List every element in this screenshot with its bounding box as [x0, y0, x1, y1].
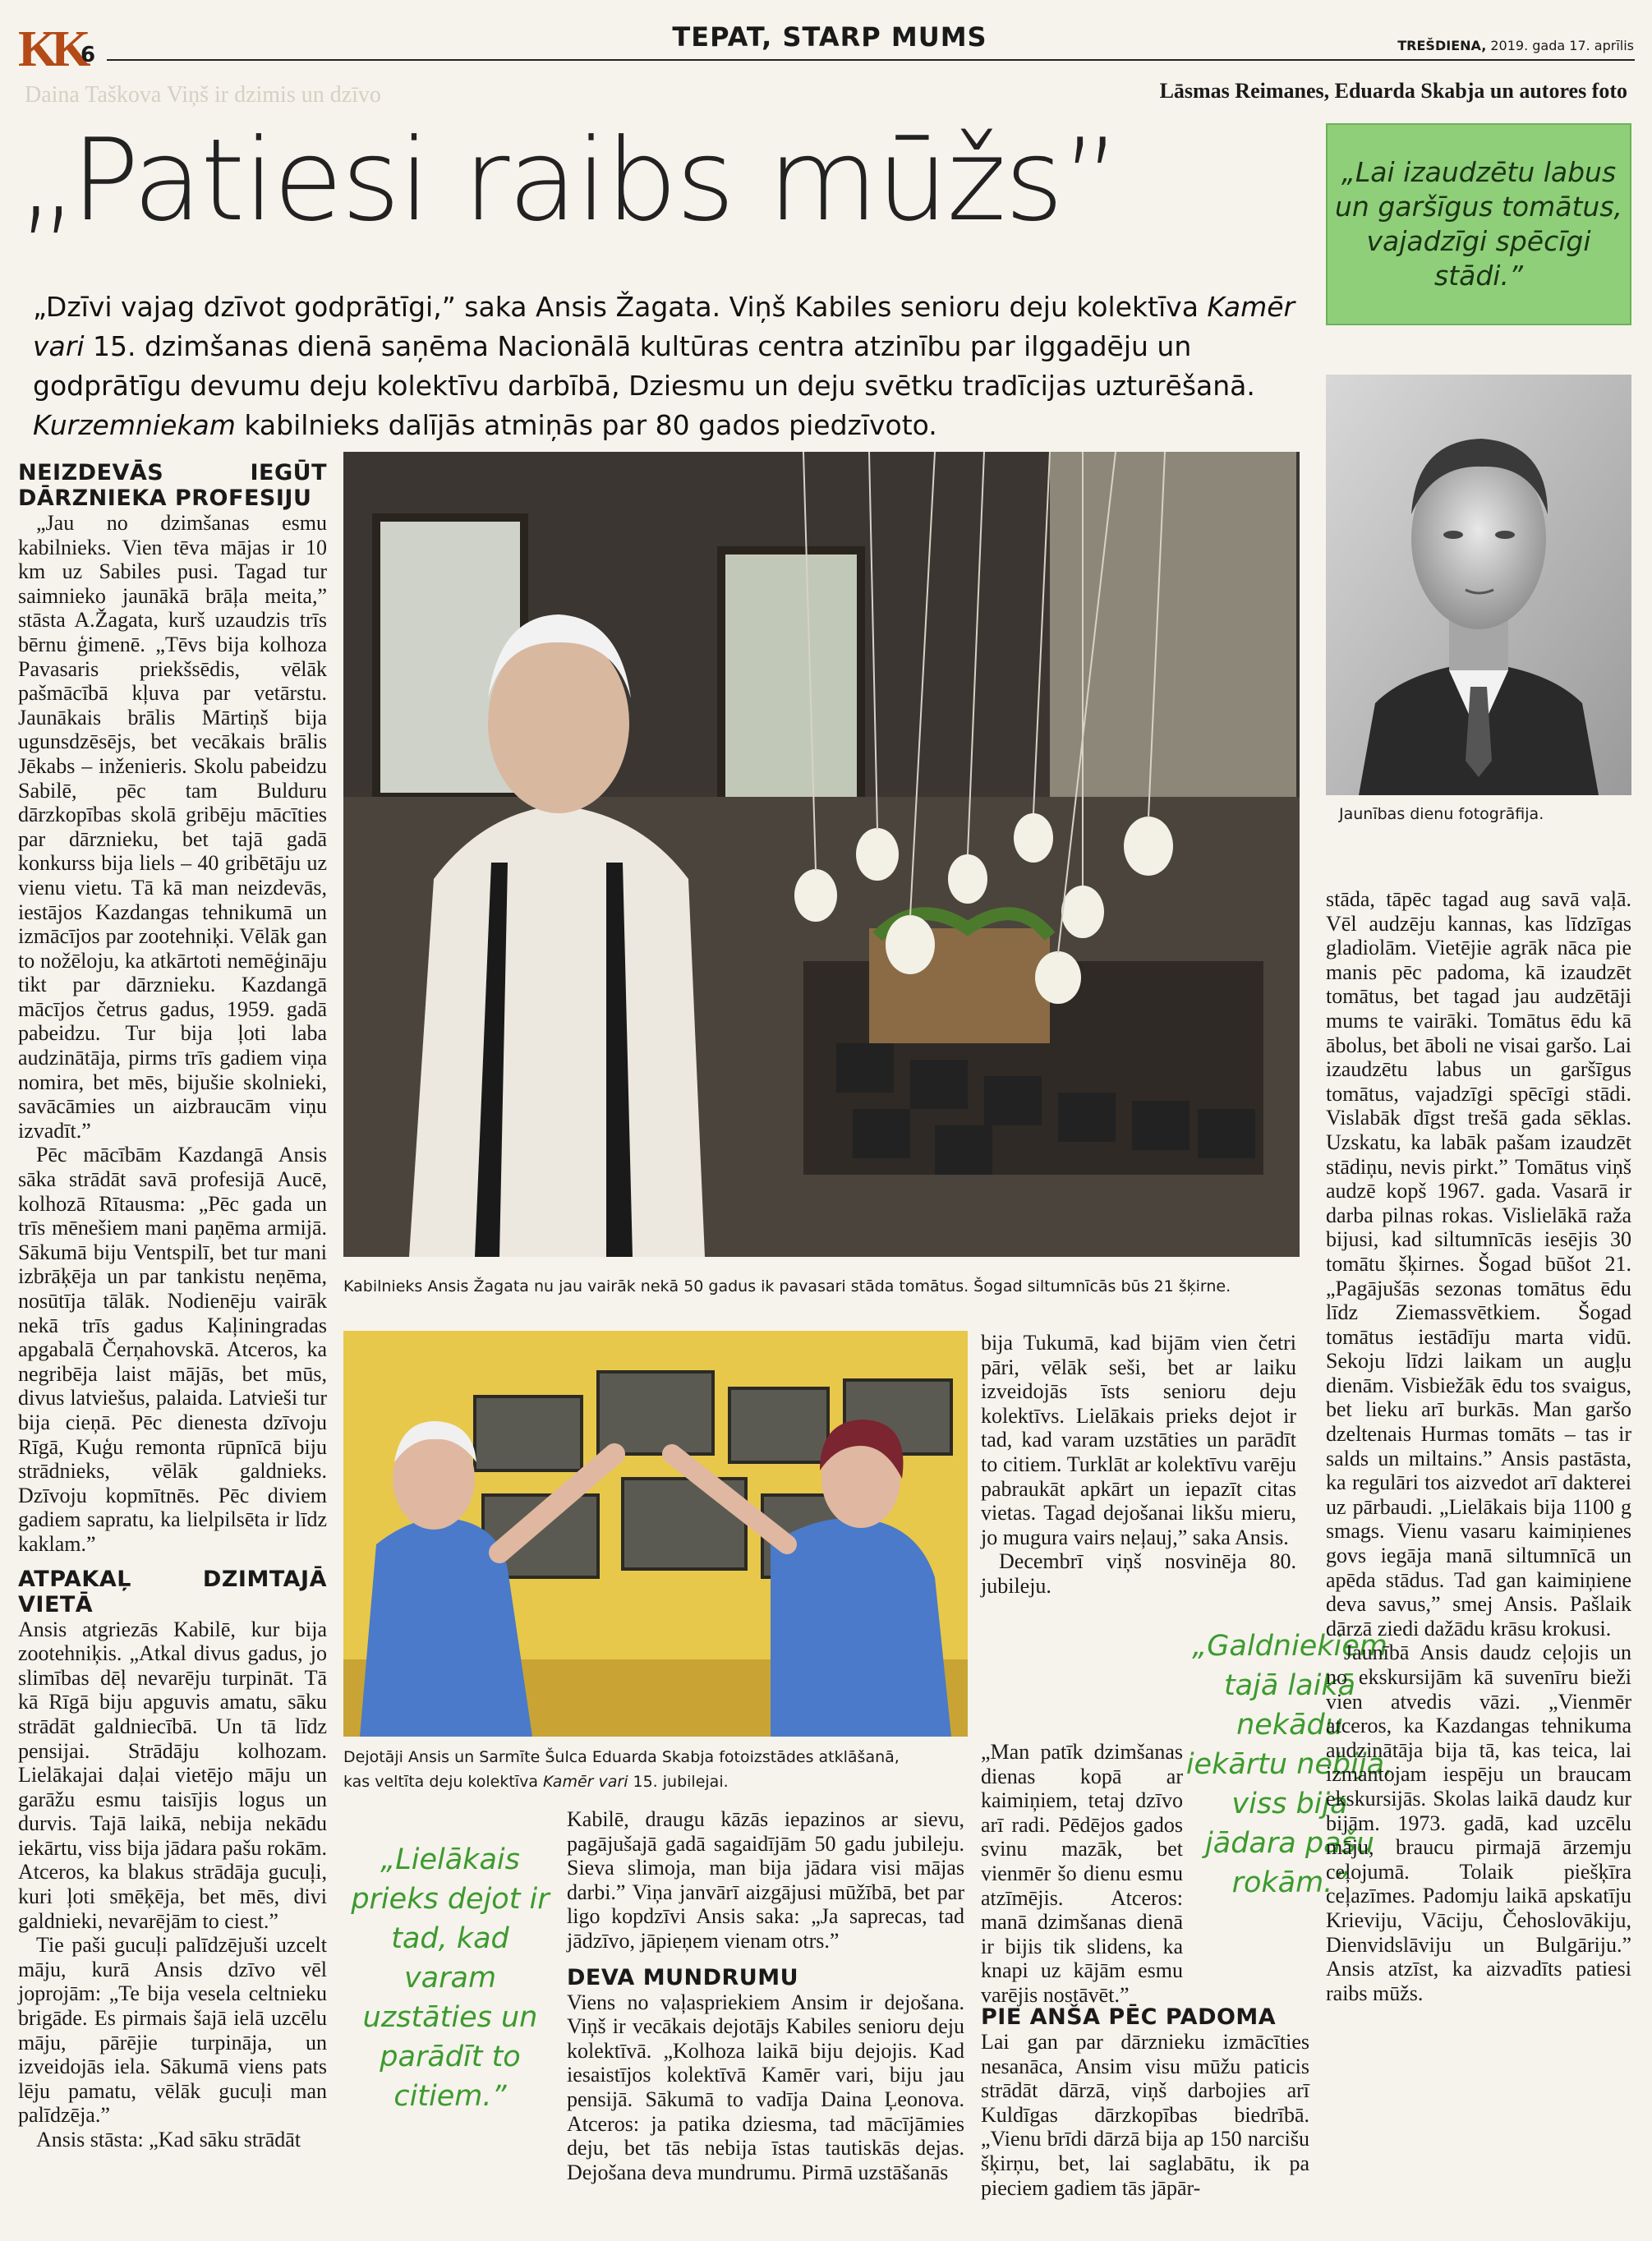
subheading-pie-ansa: PIE ANŠA PĒC PADOMA [981, 2004, 1277, 2030]
section-title: TEPAT, STARP MUMS [657, 21, 1002, 53]
article-column-1 [18, 460, 327, 2152]
paragraph: „Jau no dzimšanas esmu kabilnieks. Vien tēva mājas ir 10 km uz Sabiles pusi. Tagad tur saimnieko jaunākā brāļa meita,” stāsta A.Žagata, kurš uzaudzis trīs bērnu ģimenē. „Tēvs bija kolhoza Pavasaris priekšsēdis, vēlāk pašmācībā kļuva par vetārstu. Jaunākais brālis Mārtiņš bija ugunsdzēsējs, bet vecākais brālis Jēkabs – inženieris. Skolu pabeidzu Sabilē, pēc tam Bulduru dārzkopības skolā gribēju mācīties par dārznieku, bet tajā gadā konkurss bija liels – 40 gribētāju uz vienu vietu. Tā kā man neizdevās, iestājos Kazdangas tehnikumā un izmācījos par zootehniķi. Vēlāk gan to nožēloju, ka atkārtoti nemēģināju tikt par dārznieku. Kazdangā mācījos četrus gadus, 1959. gadā pabeidzu. Tur bija ļoti laba audzinātāja, pirms trīs gadiem viņa nomira, bet mēs, bijušie skolnieki, savācāmies un aizbraucām viņu izvadīt.” [18, 511, 327, 1143]
paragraph: Ansis atgriezās Kabilē, kur bija zootehniķis. „Atkal divus gadus, jo slimības dēļ nevarēju turpināt. Tā kā Rīgā biju apguvis amatu, sāku strādāt galdniecībā. Un tā līdz pensijai. Strādāju kolhozam. Lielākajai daļai vietējo māju un garāžu esmu taisījis logus un durvis. Tajā laikā, nebija nekādu iekārtu, viss bija jādara pašu rokām. Atceros, ka blakus strādāja gucuļi, kuri ļoti smēķēja, bet mēs, divi galdnieki, nevarējām to ciest.” [18, 1617, 327, 1933]
lead-part3: kabilnieks dalījās atmiņās par 80 gados piedzīvoto. [235, 409, 937, 441]
paragraph: Viens no vaļaspriekiem Ansim ir dejošana. Viņš ir vecākais dejotājs Kabiles senioru deju kolektīvā. „Kolhoza laikā biju dejojis. Kad iesaistījos kolektīvā Kamēr vari, biju jau pensijā. Sākumā to vadīja Daina Ļeonova. Atceros: ja patika dziesma, tad mācījāmies deju, bet tās nebija īstas tautiskās dejas. Dejošana deva mundrumu. Pirmā uzstāšanās [567, 1990, 964, 2184]
paragraph: Kabilē, draugu kāzās iepazinos ar sievu, pagājušajā gadā sagaidījām 50 gadu jubileju. Sieva slimoja, man bija jādara visi mājas darbi.” Viņa janvārī aizgājusi mūžībā, bet par ligo kopdzīvi Ansis saka: „Ja saprecas, tad jādzīvo, jāpieņem vienam otrs.” [567, 1807, 964, 1953]
portrait-caption: Jaunības dienu fotogrāfija. [1339, 805, 1544, 823]
main-photo-caption: Kabilnieks Ansis Žagata nu jau vairāk nekā 50 gadus ik pavasari stāda tomātus. Šogad siltumnīcās būs 21 šķirne. [343, 1277, 1231, 1295]
paragraph: Decembrī viņš nosvinēja 80. jubileju. [981, 1549, 1296, 1598]
dance-caption-2a: kas veltīta deju kolektīva [343, 1773, 544, 1791]
dance-caption-line2 [343, 1769, 968, 1794]
paragraph: Tie paši gucuļi palīdzējuši uzcelt māju, kurā Ansis dzīvo vēl joprojām: „Te bija vesela celtnieku brigāde. Es pirmais šajā ielā uzcēlu māju, pārējie turpināja, un izveidojās iela. Sākumā viens pats lēju pamatu, vēlāk gucuļi man palīdzēja.” [18, 1933, 327, 2128]
paragraph: Jaunībā Ansis daudz ceļojis un no ekskursijām kā suvenīru bieži vien atvedis vāzi. „Vienmēr atceros, ka Kazdangas tehnikuma audzinātāja bija tā, kas teica, lai izmantojam iespēju un braucam ekskursijās. Skolas laikā daudz kur bijām. 1973. gadā, kad uzcēlu māju, braucu pirmajā ārzemju ceļojumā. Tolaik piešķīra ceļazīmes. Padomju laikā apskatīju Krieviju, Vāciju, Čehoslovākiju, Dienvidslāviju un Bulgāriju.” Ansis atzīst, ka aizvadīts patiesi raibs mūžs. [1326, 1640, 1631, 2005]
pull-quote-box [1326, 123, 1631, 325]
dance-caption-line1: Dejotāji Ansis un Sarmīte Šulca Eduarda Skabja fotoizstādes atklāšanā, [343, 1748, 900, 1766]
subheading-1: NEIZDEVĀS IEGŪT DĀRZNIEKA PROFESIJU [18, 460, 327, 511]
pull-quote-text: „Lai izaudzētu labus un garšīgus tomātus, vajadzīgi spēcīgi stādi.” [1335, 156, 1622, 292]
portrait-photo [1326, 375, 1631, 795]
dance-caption-2i: Kamēr vari [543, 1773, 628, 1791]
issue-day: TREŠDIENA, [1397, 38, 1487, 53]
page-number: 6 [81, 43, 96, 67]
issue-date [1397, 38, 1634, 53]
article-column-2b [567, 1807, 964, 2184]
article-column-4 [1326, 887, 1631, 2005]
paragraph: „Man patīk dzimšanas dienas kopā ar kaimiņiem, tetaj dzīvo arī radi. Pēdējos gados svinu mazāk, bet vienmēr šo dienu esmu atzīmējis. Atceros: manā dzimšanas dienā ir bijis tik slidens, ka knapi uz kājām esmu varējis nostāvēt.” [981, 1740, 1183, 2007]
dance-photo-caption [343, 1745, 968, 1794]
article-column-3c [981, 2004, 1309, 2200]
lead-part1: „Dzīvi vajag dzīvot godprātīgi,” saka Ansis Žagata. Viņš Kabiles senioru deju kolektīva [33, 291, 1199, 323]
greenhouse-photo [343, 452, 1300, 1257]
headline: „Patiesi raibs mūžs” [18, 114, 1120, 246]
pull-quote-mid: „Galdniekiem tajā laikā nekādu iekārtu nebija, viss bija jādara pašu rokām.” [1185, 1630, 1394, 1899]
paragraph: Ansis stāsta: „Kad sāku strādāt [36, 2128, 301, 2151]
paragraph: Lai gan par dārznieku izmācīties nesanāca, Ansim visu mūžu paticis strādāt dārzā, viņš darbojies arī Kuldīgas dārzkopības biedrībā. „Vienu brīdi dārzā bija ap 150 narcišu šķirņu, bet, lai saglabātu, ik pa pieciem gadiem tās jāpār- [981, 2030, 1309, 2200]
paragraph: Pēc mācībām Kazdangā Ansis sāka strādāt savā profesijā Aucē, kolhozā Rītausma: „Pēc gada un trīs mēnešiem mani paņēma armijā. Sākumā biju Ventspilī, bet tur mani izbrāķēja un par tankistu neņēma, nosūtīja tālāk. Nodienēju vairāk nekā trīs gadus Kaļiningradas apgabalā Čerņahovskā. Atceros, ka negribēja laist mājās, bet mūs, divus latviešus, palaida. Latvieši tur bija cieņā. Pēc dienesta dzīvoju Rīgā, Kuģu remonta rūpnīcā biju strādnieks, vēlāk galdnieks. Dzīvoju kopmītnēs. Pēc diviem gadiem sapratu, ka lielpilsēta ir līdz kaklam.” [18, 1143, 327, 1556]
article-column-3a [981, 1331, 1296, 1599]
header-rule [107, 59, 1635, 61]
lead-italic1: Kamēr vari [33, 291, 1295, 362]
pull-quote-left: „Lielākais prieks dejot ir tad, kad varam uzstāties un parādīt to citiem.” [351, 1843, 550, 2113]
paragraph: bija Tukumā, kad bijām vien četri pāri, vēlāk seši, bet ar laiku izveidojās īsts senioru deju kolektīvs. Lielākais prieks dejot ir tad, kad varam uzstāties un parādīt to citiem. Turklāt ar kolektīvu varēju pabraukāt apkārt un iepazīt citas vietas. Tagad dejošanai likšu mieru, jo mugura vairs neļauj,” saka Ansis. [981, 1331, 1296, 1549]
subheading-2: ATPAKAĻ DZIMTAJĀ VIETĀ [18, 1566, 327, 1617]
paragraph: stāda, tāpēc tagad aug savā vaļā. Vēl audzēju kannas, kas līdzīgas gladiolām. Vietējie agrāk nāca pie manis pēc padoma, kā izaudzēt tomātus, bet tagad jau audzētāji mums te vairāki. Tomātus ēdu kā ābolus, bet āboli ne visai garšo. Lai izaudzētu labus un garšīgus tomātus, vajadzīgi spēcīgi stādi. Vislabāk dīgst trešā gada sēklas. Uzskatu, ka labāk pašam izaudzēt stādiņu, nevis pirkt.” Tomātus viņš audzē kopš 1967. gada. Vasarā ir darba pilnas rokas. Vislielākā raža bijusi, kad siltumnīcās iesējis 30 tomātu šķirnes. Šogad būšot 21. „Pagājušās sezonas tomātus ēdu līdz Ziemassvētkiem. Šogad tomātus iestādīju marta vidū. Sekoju līdzi laikam un augļu dienām. Visbiežāk ēdu tos svaigus, bet lieku arī burkās. Man garšo dzeltenais Hurmas tomāts – tas ir salds un miltains.” Ansis pastāsta, ka regulāri tos aizvedot arī dakterei uz pārbaudi. „Lielākais bija 1100 g smags. Vienu vasaru kaimiņienes govs iegāja manā siltumnīcā un apēda stādus. Tad gan kaimiņiene deva savus,” smej Ansis. Pašlaik dārzā ziedi dažādu krāsu krokusi. [1326, 887, 1631, 1640]
newspaper-logo: KK [18, 21, 85, 77]
bleed-through-text: Daina Taškova Viņš ir dzimis un dzīvo [25, 82, 381, 108]
subheading-deva-mundrumu: DEVA MUNDRUMU [567, 1964, 799, 1990]
lead-paragraph [33, 288, 1314, 445]
exhibition-photo [343, 1331, 968, 1737]
article-column-3b [981, 1740, 1183, 2008]
issue-date-text: 2019. gada 17. aprīlis [1490, 38, 1634, 53]
photo-credit: Lāsmas Reimanes, Eduarda Skabja un autores foto [1159, 79, 1627, 103]
dance-caption-2b: 15. jubilejai. [628, 1773, 729, 1791]
lead-part2: 15. dzimšanas dienā saņēma Nacionālā kultūras centra atzinību par ilggadēju un godprātīgu devumu deju kolektīvu darbībā, Dziesmu un deju svētku tradīcijas uzturēšanā. [33, 330, 1255, 402]
lead-italic2: Kurzemniekam [33, 409, 236, 441]
